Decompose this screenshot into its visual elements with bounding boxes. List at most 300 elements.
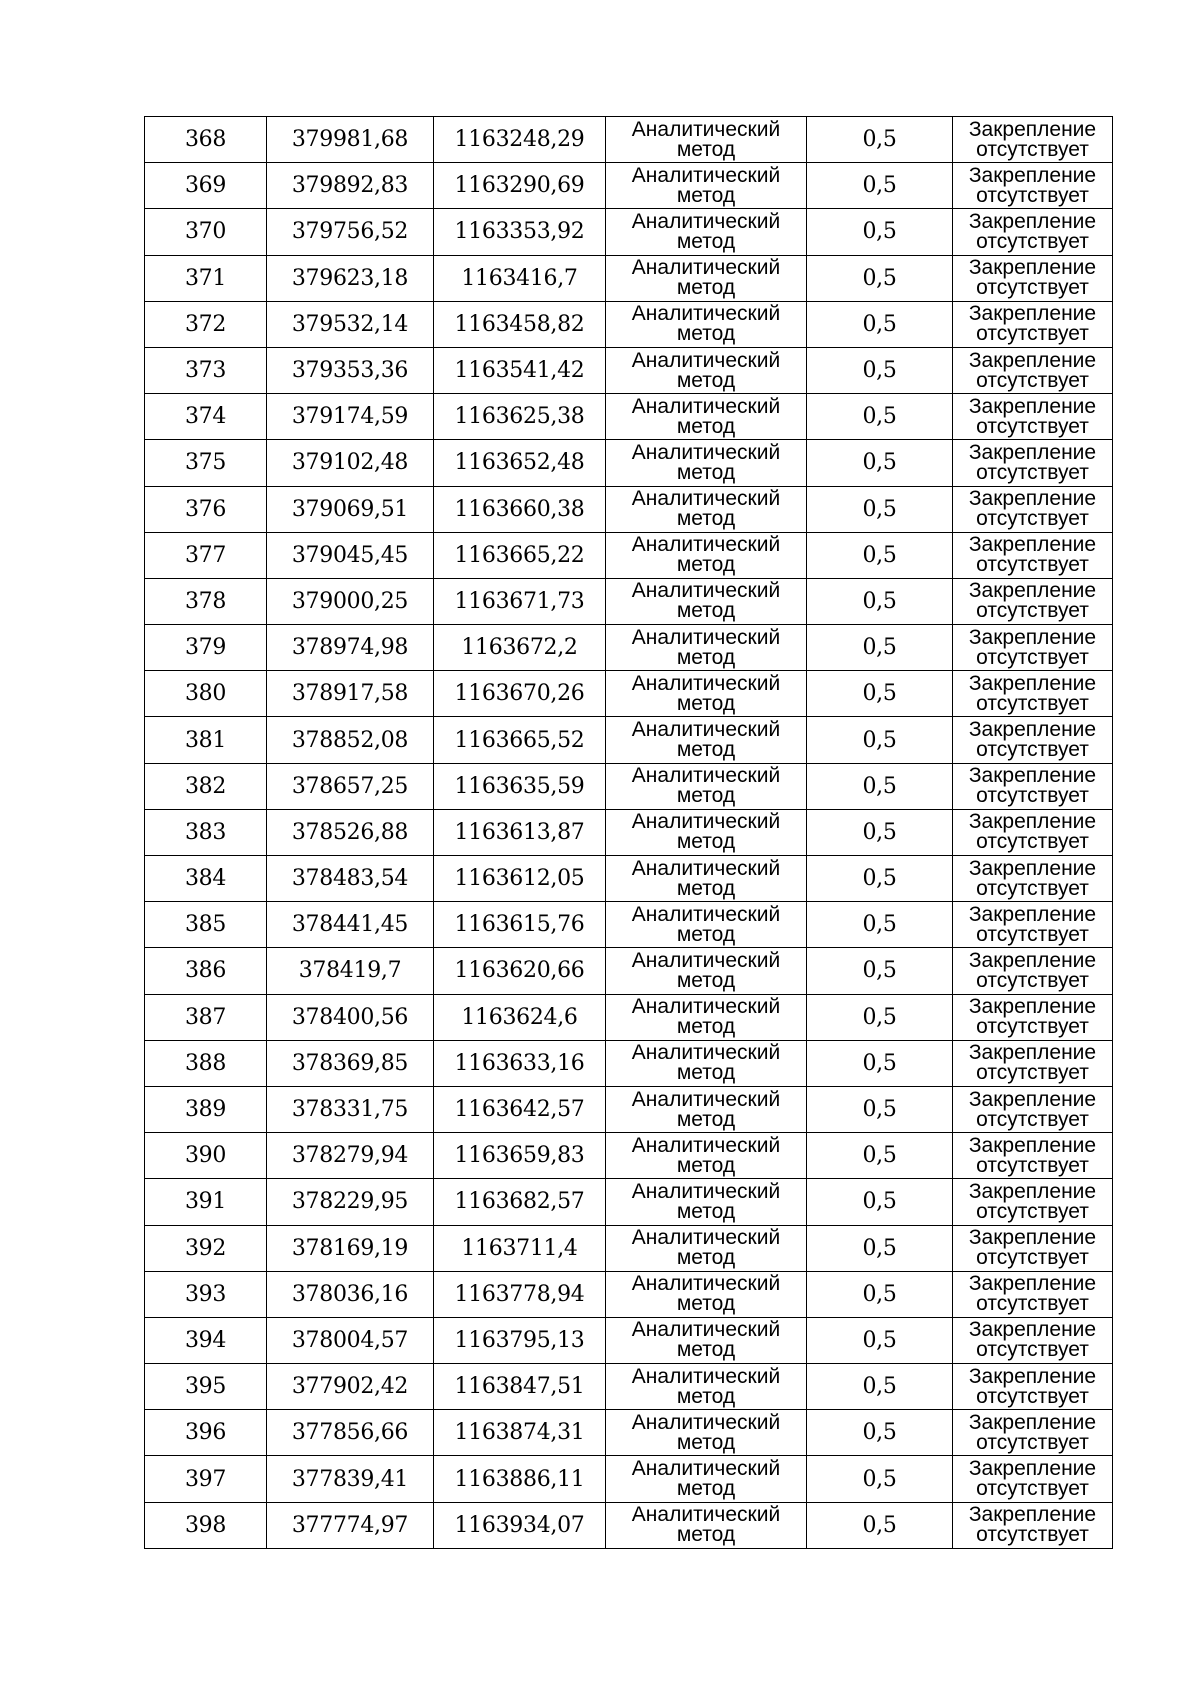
x-coordinate-cell: 378917,58 <box>267 671 434 717</box>
fixation-cell-line2: отсутствует <box>976 1292 1089 1316</box>
point-number-cell: 373 <box>145 347 267 393</box>
method-cell <box>606 486 807 532</box>
fixation-cell-line2: отсутствует <box>976 1061 1089 1085</box>
fixation-cell-line2: отсутствует <box>976 183 1089 207</box>
x-coordinate-cell: 379102,48 <box>267 440 434 486</box>
fixation-cell <box>953 717 1113 763</box>
method-cell-line2: метод <box>676 1523 736 1547</box>
table-row <box>145 948 1113 994</box>
method-cell <box>606 1502 807 1548</box>
fixation-cell <box>953 1179 1113 1225</box>
table-row <box>145 1040 1113 1086</box>
point-number-cell: 394 <box>145 1317 267 1363</box>
fixation-cell-line1: Закрепление <box>968 348 1097 372</box>
y-coordinate-cell: 1163660,38 <box>434 486 606 532</box>
y-coordinate-cell: 1163874,31 <box>434 1410 606 1456</box>
point-number-cell: 397 <box>145 1456 267 1502</box>
method-cell <box>606 1271 807 1317</box>
fixation-cell-line2: отсутствует <box>976 507 1089 531</box>
table-row <box>145 301 1113 347</box>
method-cell <box>606 902 807 948</box>
table-row <box>145 856 1113 902</box>
fixation-cell <box>953 625 1113 671</box>
fixation-cell-line1: Закрепление <box>968 209 1097 233</box>
accuracy-cell: 0,5 <box>807 486 953 532</box>
x-coordinate-cell: 378483,54 <box>267 856 434 902</box>
accuracy-cell: 0,5 <box>807 301 953 347</box>
fixation-cell-line1: Закрепление <box>968 1318 1097 1342</box>
method-cell <box>606 1086 807 1132</box>
fixation-cell <box>953 117 1113 163</box>
fixation-cell <box>953 1086 1113 1132</box>
fixation-cell-line1: Закрепление <box>968 1041 1097 1065</box>
method-cell-line2: метод <box>676 876 736 900</box>
point-number-cell: 385 <box>145 902 267 948</box>
method-cell-line2: метод <box>676 507 736 531</box>
table-row <box>145 440 1113 486</box>
method-cell-line1: Аналитический <box>631 902 781 926</box>
fixation-cell-line1: Закрепление <box>968 902 1097 926</box>
accuracy-cell: 0,5 <box>807 209 953 255</box>
x-coordinate-cell: 378036,16 <box>267 1271 434 1317</box>
accuracy-cell: 0,5 <box>807 763 953 809</box>
method-cell-line1: Аналитический <box>631 117 781 141</box>
x-coordinate-cell: 377839,41 <box>267 1456 434 1502</box>
fixation-cell-line1: Закрепление <box>968 1133 1097 1157</box>
fixation-cell-line2: отсутствует <box>976 784 1089 808</box>
y-coordinate-cell: 1163458,82 <box>434 301 606 347</box>
x-coordinate-cell: 378229,95 <box>267 1179 434 1225</box>
accuracy-cell: 0,5 <box>807 1502 953 1548</box>
x-coordinate-cell: 378279,94 <box>267 1133 434 1179</box>
method-cell-line1: Аналитический <box>631 533 781 557</box>
x-coordinate-cell: 379353,36 <box>267 347 434 393</box>
table-row <box>145 117 1113 163</box>
x-coordinate-cell: 379045,45 <box>267 532 434 578</box>
fixation-cell-line2: отсутствует <box>976 1107 1089 1131</box>
y-coordinate-cell: 1163671,73 <box>434 578 606 624</box>
method-cell-line1: Аналитический <box>631 579 781 603</box>
point-number-cell: 371 <box>145 255 267 301</box>
fixation-cell-line1: Закрепление <box>968 533 1097 557</box>
method-cell-line2: метод <box>676 1292 736 1316</box>
accuracy-cell: 0,5 <box>807 1410 953 1456</box>
accuracy-cell: 0,5 <box>807 1040 953 1086</box>
method-cell <box>606 163 807 209</box>
x-coordinate-cell: 378004,57 <box>267 1317 434 1363</box>
point-number-cell: 368 <box>145 117 267 163</box>
fixation-cell-line2: отсутствует <box>976 368 1089 392</box>
method-cell-line2: метод <box>676 830 736 854</box>
method-cell-line1: Аналитический <box>631 1087 781 1111</box>
fixation-cell <box>953 1133 1113 1179</box>
fixation-cell-line1: Закрепление <box>968 579 1097 603</box>
method-cell-line1: Аналитический <box>631 1457 781 1481</box>
fixation-cell <box>953 1225 1113 1271</box>
table-row <box>145 163 1113 209</box>
method-cell <box>606 1133 807 1179</box>
fixation-cell-line1: Закрепление <box>968 948 1097 972</box>
accuracy-cell: 0,5 <box>807 902 953 948</box>
method-cell <box>606 625 807 671</box>
x-coordinate-cell: 378400,56 <box>267 994 434 1040</box>
x-coordinate-cell: 378331,75 <box>267 1086 434 1132</box>
fixation-cell <box>953 163 1113 209</box>
method-cell <box>606 948 807 994</box>
table-row <box>145 209 1113 255</box>
method-cell <box>606 717 807 763</box>
accuracy-cell: 0,5 <box>807 1456 953 1502</box>
x-coordinate-cell: 378419,7 <box>267 948 434 994</box>
x-coordinate-cell: 379532,14 <box>267 301 434 347</box>
method-cell-line1: Аналитический <box>631 1503 781 1527</box>
method-cell-line1: Аналитический <box>631 256 781 280</box>
method-cell-line1: Аналитический <box>631 1410 781 1434</box>
method-cell <box>606 301 807 347</box>
method-cell-line2: метод <box>676 1338 736 1362</box>
y-coordinate-cell: 1163886,11 <box>434 1456 606 1502</box>
fixation-cell-line1: Закрепление <box>968 625 1097 649</box>
fixation-cell-line1: Закрепление <box>968 1503 1097 1527</box>
point-number-cell: 370 <box>145 209 267 255</box>
method-cell-line1: Аналитический <box>631 718 781 742</box>
method-cell-line1: Аналитический <box>631 487 781 511</box>
x-coordinate-cell: 379069,51 <box>267 486 434 532</box>
method-cell <box>606 578 807 624</box>
fixation-cell <box>953 671 1113 717</box>
fixation-cell-line1: Закрепление <box>968 1087 1097 1111</box>
method-cell-line1: Аналитический <box>631 625 781 649</box>
method-cell-line2: метод <box>676 1384 736 1408</box>
fixation-cell-line1: Закрепление <box>968 718 1097 742</box>
method-cell-line2: метод <box>676 1477 736 1501</box>
method-cell-line2: метод <box>676 645 736 669</box>
fixation-cell-line2: отсутствует <box>976 1199 1089 1223</box>
fixation-cell-line2: отсутствует <box>976 1015 1089 1039</box>
table-row <box>145 578 1113 624</box>
point-number-cell: 375 <box>145 440 267 486</box>
fixation-cell-line2: отсутствует <box>976 1384 1089 1408</box>
fixation-cell <box>953 578 1113 624</box>
fixation-cell-line2: отсутствует <box>976 1477 1089 1501</box>
y-coordinate-cell: 1163778,94 <box>434 1271 606 1317</box>
fixation-cell-line1: Закрепление <box>968 1457 1097 1481</box>
method-cell <box>606 117 807 163</box>
y-coordinate-cell: 1163615,76 <box>434 902 606 948</box>
fixation-cell <box>953 763 1113 809</box>
point-number-cell: 380 <box>145 671 267 717</box>
method-cell-line2: метод <box>676 368 736 392</box>
method-cell-line1: Аналитический <box>631 810 781 834</box>
fixation-cell <box>953 394 1113 440</box>
table-row <box>145 394 1113 440</box>
y-coordinate-cell: 1163847,51 <box>434 1364 606 1410</box>
fixation-cell-line2: отсутствует <box>976 830 1089 854</box>
method-cell-line2: метод <box>676 691 736 715</box>
y-coordinate-cell: 1163665,22 <box>434 532 606 578</box>
method-cell <box>606 255 807 301</box>
fixation-cell-line2: отсутствует <box>976 1338 1089 1362</box>
point-number-cell: 383 <box>145 809 267 855</box>
fixation-cell <box>953 1364 1113 1410</box>
method-cell-line2: метод <box>676 460 736 484</box>
method-cell-line1: Аналитический <box>631 302 781 326</box>
fixation-cell <box>953 486 1113 532</box>
fixation-cell-line1: Закрепление <box>968 810 1097 834</box>
fixation-cell-line2: отсутствует <box>976 553 1089 577</box>
fixation-cell <box>953 994 1113 1040</box>
accuracy-cell: 0,5 <box>807 1317 953 1363</box>
fixation-cell <box>953 1040 1113 1086</box>
fixation-cell-line1: Закрепление <box>968 487 1097 511</box>
fixation-cell <box>953 255 1113 301</box>
y-coordinate-cell: 1163612,05 <box>434 856 606 902</box>
x-coordinate-cell: 378369,85 <box>267 1040 434 1086</box>
method-cell-line2: метод <box>676 1199 736 1223</box>
method-cell-line1: Аналитический <box>631 163 781 187</box>
y-coordinate-cell: 1163353,92 <box>434 209 606 255</box>
method-cell-line1: Аналитический <box>631 394 781 418</box>
fixation-cell-line2: отсутствует <box>976 968 1089 992</box>
table-row <box>145 1086 1113 1132</box>
table-row <box>145 486 1113 532</box>
accuracy-cell: 0,5 <box>807 1179 953 1225</box>
fixation-cell <box>953 1271 1113 1317</box>
fixation-cell-line2: отсутствует <box>976 1153 1089 1177</box>
x-coordinate-cell: 377902,42 <box>267 1364 434 1410</box>
accuracy-cell: 0,5 <box>807 1133 953 1179</box>
point-number-cell: 396 <box>145 1410 267 1456</box>
method-cell <box>606 209 807 255</box>
fixation-cell-line2: отсутствует <box>976 691 1089 715</box>
method-cell-line1: Аналитический <box>631 1179 781 1203</box>
table-row <box>145 1271 1113 1317</box>
fixation-cell <box>953 1456 1113 1502</box>
table-row <box>145 1502 1113 1548</box>
y-coordinate-cell: 1163670,26 <box>434 671 606 717</box>
accuracy-cell: 0,5 <box>807 671 953 717</box>
y-coordinate-cell: 1163711,4 <box>434 1225 606 1271</box>
method-cell-line1: Аналитический <box>631 948 781 972</box>
x-coordinate-cell: 377774,97 <box>267 1502 434 1548</box>
method-cell-line1: Аналитический <box>631 1318 781 1342</box>
y-coordinate-cell: 1163672,2 <box>434 625 606 671</box>
fixation-cell-line2: отсутствует <box>976 876 1089 900</box>
table-row <box>145 625 1113 671</box>
method-cell-line1: Аналитический <box>631 856 781 880</box>
accuracy-cell: 0,5 <box>807 994 953 1040</box>
table-row <box>145 671 1113 717</box>
point-number-cell: 377 <box>145 532 267 578</box>
point-number-cell: 381 <box>145 717 267 763</box>
method-cell-line2: метод <box>676 922 736 946</box>
fixation-cell-line2: отсутствует <box>976 276 1089 300</box>
table-row <box>145 717 1113 763</box>
table-row <box>145 1364 1113 1410</box>
x-coordinate-cell: 378169,19 <box>267 1225 434 1271</box>
method-cell-line2: метод <box>676 229 736 253</box>
accuracy-cell: 0,5 <box>807 1086 953 1132</box>
x-coordinate-cell: 378441,45 <box>267 902 434 948</box>
table-row <box>145 1410 1113 1456</box>
method-cell-line2: метод <box>676 276 736 300</box>
fixation-cell-line2: отсутствует <box>976 137 1089 161</box>
accuracy-cell: 0,5 <box>807 625 953 671</box>
accuracy-cell: 0,5 <box>807 347 953 393</box>
method-cell <box>606 532 807 578</box>
method-cell-line1: Аналитический <box>631 1272 781 1296</box>
table-row <box>145 1133 1113 1179</box>
fixation-cell-line2: отсутствует <box>976 460 1089 484</box>
method-cell <box>606 1364 807 1410</box>
point-number-cell: 392 <box>145 1225 267 1271</box>
y-coordinate-cell: 1163665,52 <box>434 717 606 763</box>
point-number-cell: 388 <box>145 1040 267 1086</box>
method-cell-line1: Аналитический <box>631 995 781 1019</box>
fixation-cell <box>953 856 1113 902</box>
method-cell-line2: метод <box>676 1061 736 1085</box>
fixation-cell <box>953 1502 1113 1548</box>
y-coordinate-cell: 1163795,13 <box>434 1317 606 1363</box>
fixation-cell <box>953 1317 1113 1363</box>
point-number-cell: 390 <box>145 1133 267 1179</box>
coordinates-table <box>144 116 1113 1549</box>
y-coordinate-cell: 1163416,7 <box>434 255 606 301</box>
method-cell-line2: метод <box>676 599 736 623</box>
accuracy-cell: 0,5 <box>807 717 953 763</box>
fixation-cell-line2: отсутствует <box>976 322 1089 346</box>
point-number-cell: 395 <box>145 1364 267 1410</box>
fixation-cell-line1: Закрепление <box>968 1179 1097 1203</box>
fixation-cell-line2: отсутствует <box>976 1430 1089 1454</box>
method-cell-line2: метод <box>676 414 736 438</box>
method-cell <box>606 1040 807 1086</box>
fixation-cell-line1: Закрепление <box>968 1364 1097 1388</box>
x-coordinate-cell: 379981,68 <box>267 117 434 163</box>
fixation-cell <box>953 902 1113 948</box>
y-coordinate-cell: 1163633,16 <box>434 1040 606 1086</box>
y-coordinate-cell: 1163624,6 <box>434 994 606 1040</box>
table-row <box>145 1456 1113 1502</box>
table-row <box>145 994 1113 1040</box>
accuracy-cell: 0,5 <box>807 856 953 902</box>
accuracy-cell: 0,5 <box>807 163 953 209</box>
y-coordinate-cell: 1163682,57 <box>434 1179 606 1225</box>
method-cell-line2: метод <box>676 1430 736 1454</box>
fixation-cell-line2: отсутствует <box>976 599 1089 623</box>
y-coordinate-cell: 1163635,59 <box>434 763 606 809</box>
fixation-cell <box>953 948 1113 994</box>
method-cell-line2: метод <box>676 784 736 808</box>
method-cell <box>606 347 807 393</box>
y-coordinate-cell: 1163625,38 <box>434 394 606 440</box>
fixation-cell <box>953 1410 1113 1456</box>
table-row <box>145 1317 1113 1363</box>
fixation-cell-line1: Закрепление <box>968 117 1097 141</box>
y-coordinate-cell: 1163541,42 <box>434 347 606 393</box>
x-coordinate-cell: 378974,98 <box>267 625 434 671</box>
x-coordinate-cell: 379174,59 <box>267 394 434 440</box>
table-row <box>145 809 1113 855</box>
table-row <box>145 347 1113 393</box>
table-row <box>145 763 1113 809</box>
fixation-cell-line1: Закрепление <box>968 764 1097 788</box>
accuracy-cell: 0,5 <box>807 440 953 486</box>
fixation-cell-line1: Закрепление <box>968 1272 1097 1296</box>
point-number-cell: 372 <box>145 301 267 347</box>
y-coordinate-cell: 1163248,29 <box>434 117 606 163</box>
fixation-cell-line2: отсутствует <box>976 1246 1089 1270</box>
fixation-cell <box>953 440 1113 486</box>
point-number-cell: 391 <box>145 1179 267 1225</box>
x-coordinate-cell: 377856,66 <box>267 1410 434 1456</box>
method-cell-line1: Аналитический <box>631 1133 781 1157</box>
fixation-cell <box>953 347 1113 393</box>
accuracy-cell: 0,5 <box>807 1364 953 1410</box>
fixation-cell-line2: отсутствует <box>976 645 1089 669</box>
method-cell-line1: Аналитический <box>631 671 781 695</box>
y-coordinate-cell: 1163659,83 <box>434 1133 606 1179</box>
fixation-cell <box>953 209 1113 255</box>
accuracy-cell: 0,5 <box>807 1271 953 1317</box>
method-cell-line1: Аналитический <box>631 209 781 233</box>
accuracy-cell: 0,5 <box>807 1225 953 1271</box>
point-number-cell: 378 <box>145 578 267 624</box>
coordinates-table-body <box>145 117 1113 1549</box>
fixation-cell-line1: Закрепление <box>968 394 1097 418</box>
method-cell-line2: метод <box>676 553 736 577</box>
method-cell-line2: метод <box>676 183 736 207</box>
point-number-cell: 379 <box>145 625 267 671</box>
x-coordinate-cell: 378657,25 <box>267 763 434 809</box>
y-coordinate-cell: 1163642,57 <box>434 1086 606 1132</box>
accuracy-cell: 0,5 <box>807 394 953 440</box>
x-coordinate-cell: 379892,83 <box>267 163 434 209</box>
point-number-cell: 386 <box>145 948 267 994</box>
fixation-cell <box>953 809 1113 855</box>
method-cell-line1: Аналитический <box>631 1041 781 1065</box>
point-number-cell: 398 <box>145 1502 267 1548</box>
table-row <box>145 1179 1113 1225</box>
point-number-cell: 389 <box>145 1086 267 1132</box>
fixation-cell-line1: Закрепление <box>968 995 1097 1019</box>
fixation-cell-line1: Закрепление <box>968 671 1097 695</box>
accuracy-cell: 0,5 <box>807 117 953 163</box>
point-number-cell: 382 <box>145 763 267 809</box>
method-cell-line1: Аналитический <box>631 764 781 788</box>
table-row <box>145 532 1113 578</box>
method-cell-line2: метод <box>676 1107 736 1131</box>
method-cell-line1: Аналитический <box>631 348 781 372</box>
point-number-cell: 369 <box>145 163 267 209</box>
method-cell-line2: метод <box>676 137 736 161</box>
method-cell <box>606 1456 807 1502</box>
accuracy-cell: 0,5 <box>807 809 953 855</box>
method-cell <box>606 763 807 809</box>
fixation-cell <box>953 532 1113 578</box>
point-number-cell: 387 <box>145 994 267 1040</box>
fixation-cell-line1: Закрепление <box>968 302 1097 326</box>
method-cell-line2: метод <box>676 322 736 346</box>
x-coordinate-cell: 378852,08 <box>267 717 434 763</box>
x-coordinate-cell: 379756,52 <box>267 209 434 255</box>
fixation-cell-line2: отсутствует <box>976 229 1089 253</box>
method-cell <box>606 1179 807 1225</box>
method-cell-line2: метод <box>676 738 736 762</box>
fixation-cell-line1: Закрепление <box>968 440 1097 464</box>
method-cell <box>606 809 807 855</box>
y-coordinate-cell: 1163290,69 <box>434 163 606 209</box>
